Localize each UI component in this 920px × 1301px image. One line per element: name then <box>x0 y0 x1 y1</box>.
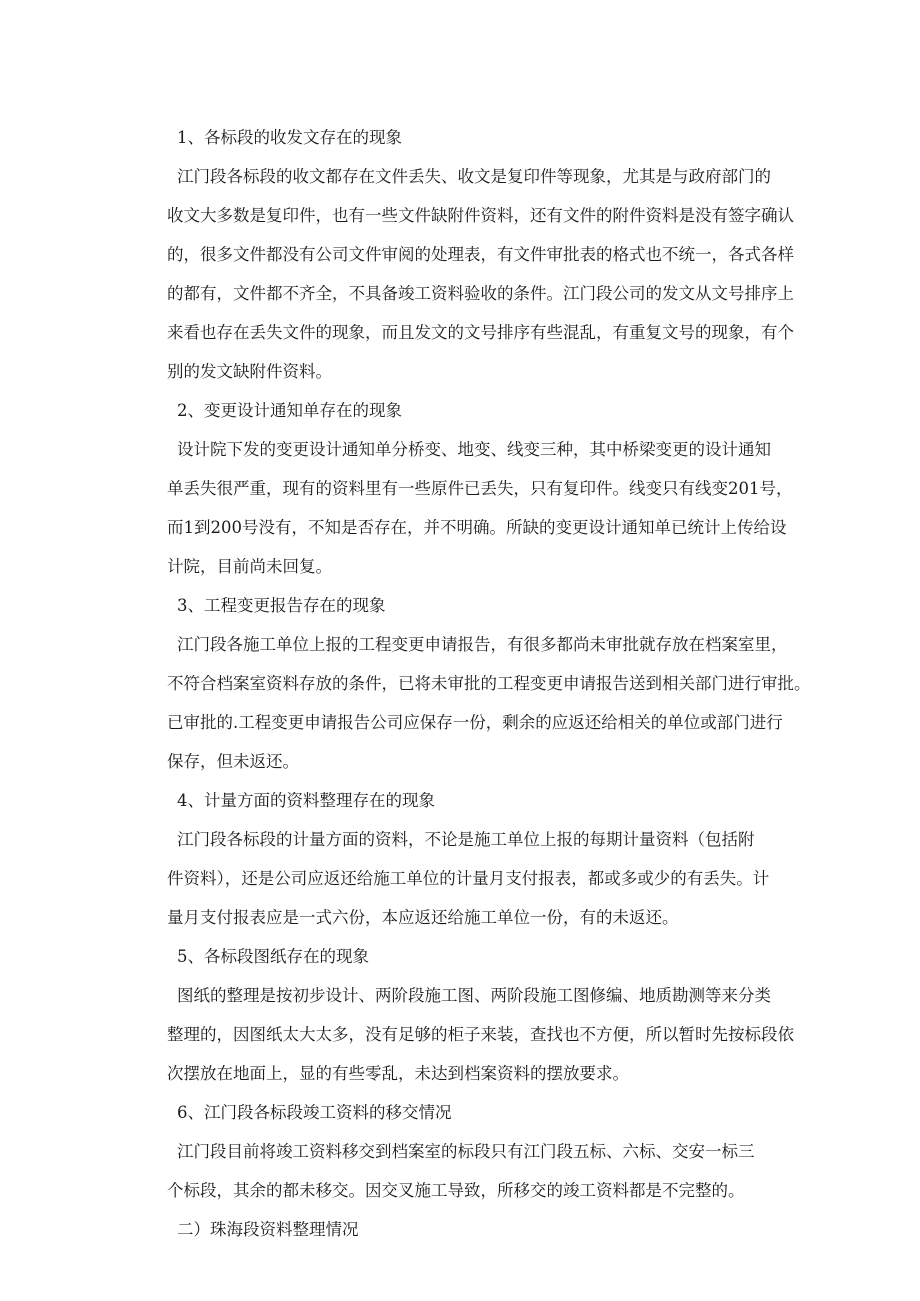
paragraph-line: 别的发文缺附件资料。 <box>167 362 332 381</box>
section-2-heading: 2、变更设计通知单存在的现象 <box>177 401 402 420</box>
paragraph-line: 江门段各标段的收文都存在文件丢失、收文是复印件等现象，尤其是与政府部门的 <box>177 167 771 186</box>
paragraph-line: 设计院下发的变更设计通知单分桥变、地变、线变三种，其中桥梁变更的设计通知 <box>177 440 771 459</box>
paragraph-line: 量月支付报表应是一式六份，本应返还给施工单位一份，有的未返还。 <box>167 908 679 927</box>
section-1-paragraph <box>167 157 794 391</box>
paragraph-line: 来看也存在丢失文件的现象，而且发文的文号排序有些混乱，有重复文号的现象，有个 <box>167 323 794 342</box>
paragraph-line: 件资料），还是公司应返还给施工单位的计量月支付报表，都或多或少的有丢失。计 <box>167 869 770 888</box>
zhuhai-section-heading: 二）珠海段资料整理情况 <box>177 1220 359 1239</box>
paragraph-line: 的，很多文件都没有公司文件审阅的处理表，有文件审批表的格式也不统一，各式各样 <box>167 245 794 264</box>
paragraph-line: 不符合档案室资料存放的条件，已将未审批的工程变更申请报告送到相关部门进行审批。 <box>167 674 811 693</box>
paragraph-line: 收文大多数是复印件，也有一些文件缺附件资料，还有文件的附件资料是没有签字确认 <box>167 206 794 225</box>
paragraph-line: 的都有，文件都不齐全，不具备竣工资料验收的条件。江门段公司的发文从文号排序上 <box>167 284 794 303</box>
section-4-heading: 4、计量方面的资料整理存在的现象 <box>177 791 435 810</box>
paragraph-line: 计院，目前尚未回复。 <box>167 557 332 576</box>
section-6-heading: 6、江门段各标段竣工资料的移交情况 <box>177 1103 452 1122</box>
paragraph-line: 江门段各标段的计量方面的资料，不论是施工单位上报的每期计量资料（包括附 <box>177 830 755 849</box>
section-5-heading: 5、各标段图纸存在的现象 <box>177 947 369 966</box>
section-3-heading: 3、工程变更报告存在的现象 <box>177 596 386 615</box>
section-4-paragraph <box>167 820 789 937</box>
document-body <box>167 118 811 1249</box>
paragraph-line: 已审批的.工程变更申请报告公司应保存一份，剩余的应返还给相关的单位或部门进行 <box>167 713 783 732</box>
paragraph-line: 保存，但未返还。 <box>167 752 299 771</box>
section-5-paragraph <box>167 976 794 1093</box>
section-6-paragraph <box>167 1132 789 1210</box>
paragraph-line: 图纸的整理是按初步设计、两阶段施工图、两阶段施工图修编、地质勘测等来分类 <box>177 986 771 1005</box>
paragraph-line: 而1到200号没有，不知是否存在，并不明确。所缺的变更设计通知单已统计上传给设 <box>167 518 787 537</box>
section-3-paragraph <box>167 625 811 781</box>
paragraph-line: 整理的，因图纸太大太多，没有足够的柜子来装，查找也不方便，所以暂时先按标段依 <box>167 1025 794 1044</box>
section-1-heading: 1、各标段的收发文存在的现象 <box>177 128 402 147</box>
section-2-paragraph <box>167 430 793 586</box>
paragraph-line: 江门段目前将竣工资料移交到档案室的标段只有江门段五标、六标、交安一标三 <box>177 1142 755 1161</box>
paragraph-line: 单丢失很严重，现有的资料里有一些原件已丢失，只有复印件。线变只有线变201号， <box>167 479 793 498</box>
paragraph-line: 个标段，其余的都未移交。因交叉施工导致，所移交的竣工资料都是不完整的。 <box>167 1181 745 1200</box>
paragraph-line: 江门段各施工单位上报的工程变更申请报告，有很多都尚未审批就存放在档案室里， <box>177 635 788 654</box>
paragraph-line: 次摆放在地面上，显的有些零乱，未达到档案资料的摆放要求。 <box>167 1064 629 1083</box>
